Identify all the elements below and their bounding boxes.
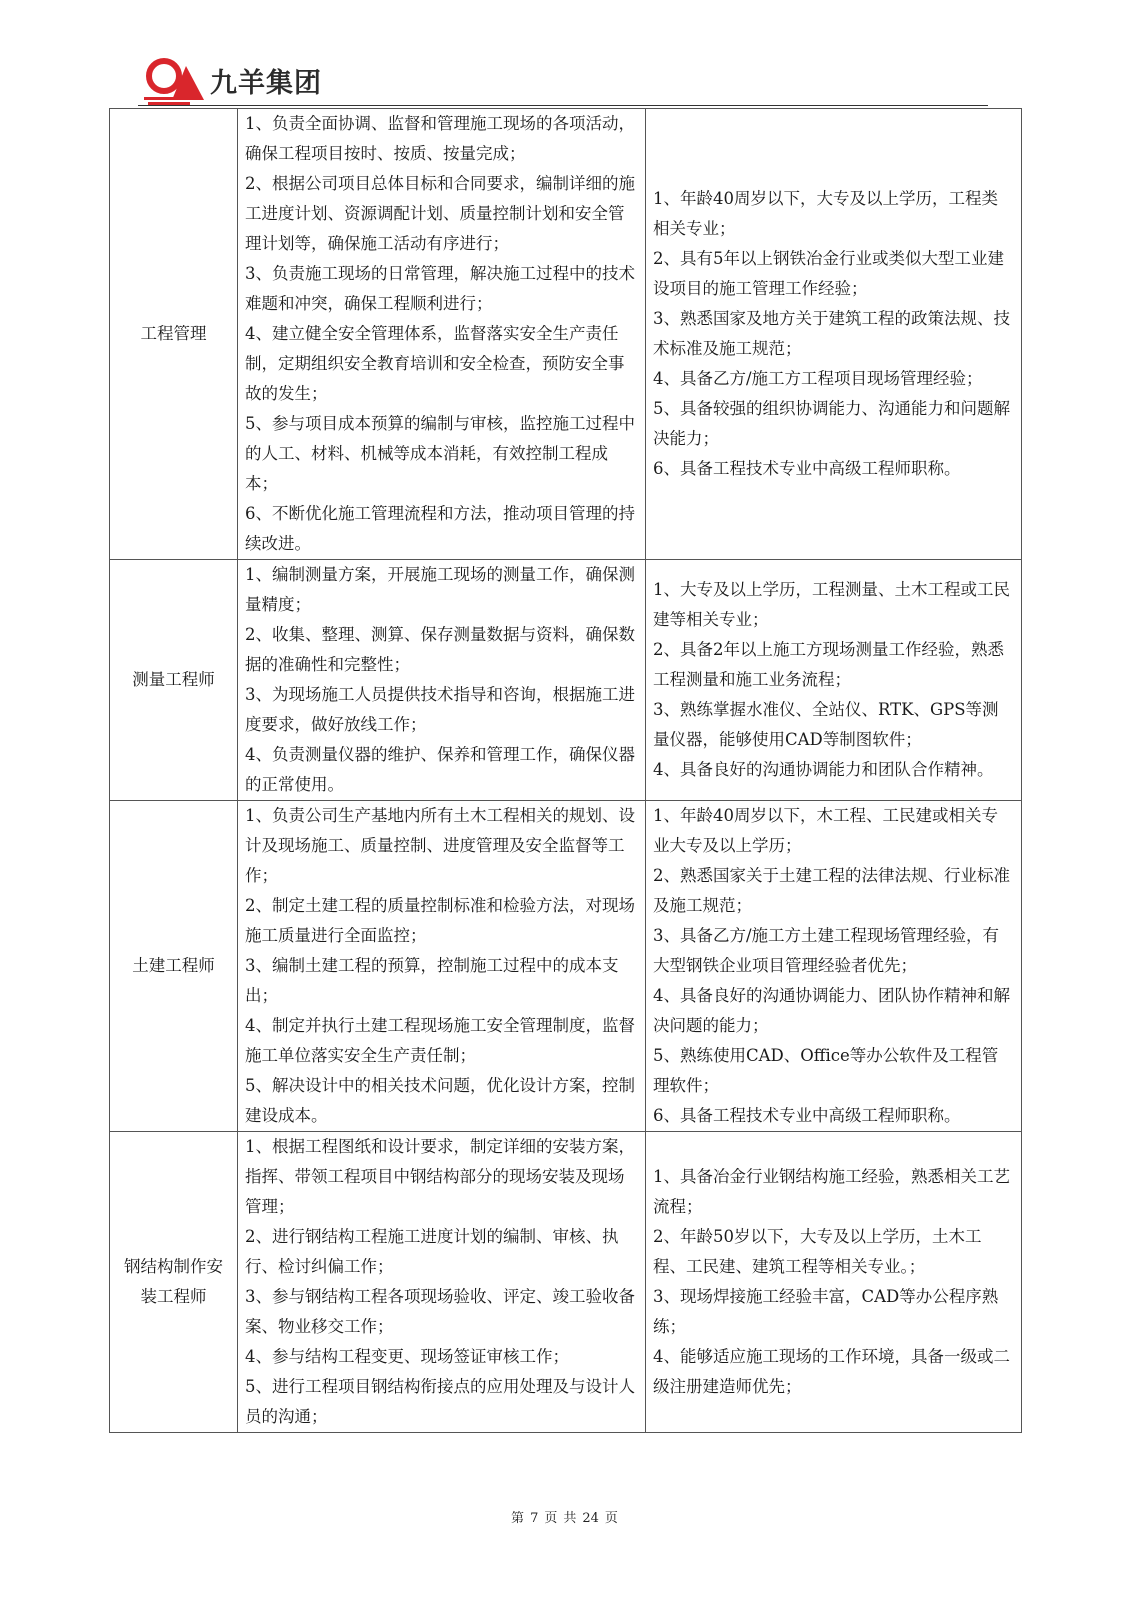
requirement-item: 2、年龄50岁以下，大专及以上学历，土木工程、工民建、建筑工程等相关专业。； (653, 1227, 982, 1276)
duty-item: 2、根据公司项目总体目标和合同要求，编制详细的施工进度计划、资源调配计划、质量控制计划和安全管理计划等，确保施工活动有序进行； (245, 174, 635, 253)
job-table (109, 108, 1022, 1433)
requirement-item: 1、年龄40周岁以下，木工程、工民建或相关专业大专及以上学历； (653, 806, 998, 855)
requirement-item: 2、具备2年以上施工方现场测量工作经验，熟悉工程测量和施工业务流程； (653, 640, 1004, 689)
position-name: 工程管理 (140, 324, 207, 343)
duties-cell (238, 109, 646, 560)
requirement-item: 2、具有5年以上钢铁冶金行业或类似大型工业建设项目的施工管理工作经验； (653, 249, 1004, 298)
duty-item: 4、建立健全安全管理体系，监督落实安全生产责任制，定期组织安全教育培训和安全检查，预防安全事故的发生； (245, 324, 625, 403)
company-name: 九羊集团 (210, 68, 322, 99)
duty-item: 2、进行钢结构工程施工进度计划的编制、审核、执行、检讨纠偏工作； (245, 1227, 619, 1276)
requirement-item: 6、具备工程技术专业中高级工程师职称。 (653, 459, 961, 478)
requirement-item: 3、具备乙方/施工方土建工程现场管理经验，有大型钢铁企业项目管理经验者优先； (653, 926, 1000, 975)
duties-cell (238, 560, 646, 801)
duty-item: 6、不断优化施工管理流程和方法，推动项目管理的持续改进。 (245, 504, 635, 553)
position-name: 钢结构制作安 (124, 1257, 223, 1276)
table-row-engineering-management (110, 109, 1022, 560)
duty-item: 2、制定土建工程的质量控制标准和检验方法，对现场施工质量进行全面监控； (245, 896, 635, 945)
position-cell (110, 560, 238, 801)
duty-item: 3、编制土建工程的预算，控制施工过程中的成本支出； (245, 956, 619, 1005)
footer-label-unit: 页 (544, 1511, 558, 1526)
page-header (138, 50, 988, 108)
position-cell (110, 801, 238, 1132)
requirement-item: 5、熟练使用CAD、Office等办公软件及工程管理软件； (653, 1046, 999, 1095)
requirements-cell (646, 1132, 1022, 1433)
position-cell (110, 109, 238, 560)
duty-item: 2、收集、整理、测算、保存测量数据与资料，确保数据的准确性和完整性； (245, 625, 635, 674)
requirement-item: 3、现场焊接施工经验丰富，CAD等办公程序熟练； (653, 1287, 999, 1336)
duty-item: 3、负责施工现场的日常管理，解决施工过程中的技术难题和冲突，确保工程顺利进行； (245, 264, 635, 313)
position-name: 测量工程师 (132, 670, 215, 689)
duty-item: 5、解决设计中的相关技术问题，优化设计方案，控制建设成本。 (245, 1076, 635, 1125)
duty-item: 1、根据工程图纸和设计要求，制定详细的安装方案，指挥、带领工程项目中钢结构部分的现场安装及现场管理； (245, 1137, 635, 1216)
requirements-cell (646, 560, 1022, 801)
duty-item: 4、参与结构工程变更、现场签证审核工作； (245, 1347, 569, 1366)
duty-item: 5、参与项目成本预算的编制与审核，监控施工过程中的人工、材料、机械等成本消耗，有效控制工程成本； (245, 414, 635, 493)
requirement-item: 4、能够适应施工现场的工作环境，具备一级或二级注册建造师优先； (653, 1347, 1010, 1396)
requirement-item: 3、熟悉国家及地方关于建筑工程的政策法规、技术标准及施工规范； (653, 309, 1010, 358)
duties-cell (238, 801, 646, 1132)
requirement-item: 1、具备冶金行业钢结构施工经验，熟悉相关工艺流程； (653, 1167, 1010, 1216)
duty-item: 4、制定并执行土建工程现场施工安全管理制度，监督施工单位落实安全生产责任制； (245, 1016, 635, 1065)
requirement-item: 2、熟悉国家关于土建工程的法律法规、行业标准及施工规范； (653, 866, 1010, 915)
requirement-item: 4、具备良好的沟通协调能力、团队协作精神和解决问题的能力； (653, 986, 1010, 1035)
requirement-item: 6、具备工程技术专业中高级工程师职称。 (653, 1106, 961, 1125)
duty-item: 1、负责全面协调、监督和管理施工现场的各项活动，确保工程项目按时、按质、按量完成； (245, 114, 635, 163)
page-footer (0, 1507, 1129, 1526)
header-divider (138, 105, 988, 106)
table-row-civil-engineer (110, 801, 1022, 1132)
requirement-item: 4、具备乙方/施工方工程项目现场管理经验； (653, 369, 983, 388)
requirement-item: 3、熟练掌握水准仪、全站仪、RTK、GPS等测量仪器，能够使用CAD等制图软件； (653, 700, 999, 749)
footer-label-total: 共 (563, 1511, 577, 1526)
duty-item: 4、负责测量仪器的维护、保养和管理工作，确保仪器的正常使用。 (245, 745, 635, 794)
table-row-surveying-engineer (110, 560, 1022, 801)
duty-item: 1、负责公司生产基地内所有土木工程相关的规划、设计及现场施工、质量控制、进度管理及安全监督等工作； (245, 806, 635, 885)
position-name: 装工程师 (140, 1287, 207, 1306)
duty-item: 3、为现场施工人员提供技术指导和咨询，根据施工进度要求，做好放线工作； (245, 685, 635, 734)
footer-label-unit2: 页 (604, 1511, 618, 1526)
position-name: 土建工程师 (132, 956, 215, 975)
footer-current-page: 7 (530, 1511, 539, 1526)
requirement-item: 1、年龄40周岁以下，大专及以上学历，工程类相关专业； (653, 189, 998, 238)
duty-item: 3、参与钢结构工程各项现场验收、评定、竣工验收备案、物业移交工作； (245, 1287, 635, 1336)
requirement-item: 4、具备良好的沟通协调能力和团队合作精神。 (653, 760, 994, 779)
duties-cell (238, 1132, 646, 1433)
position-cell (110, 1132, 238, 1433)
table-row-steel-structure-engineer (110, 1132, 1022, 1433)
requirements-cell (646, 109, 1022, 560)
jiuyang-logo-icon (144, 56, 208, 106)
footer-total-pages: 24 (582, 1511, 599, 1526)
requirement-item: 5、具备较强的组织协调能力、沟通能力和问题解决能力； (653, 399, 1010, 448)
duty-item: 5、进行工程项目钢结构衔接点的应用处理及与设计人员的沟通； (245, 1377, 635, 1426)
duty-item: 1、编制测量方案，开展施工现场的测量工作，确保测量精度； (245, 565, 635, 614)
requirements-cell (646, 801, 1022, 1132)
footer-label-page: 第 (511, 1511, 525, 1526)
requirement-item: 1、大专及以上学历，工程测量、土木工程或工民建等相关专业； (653, 580, 1010, 629)
